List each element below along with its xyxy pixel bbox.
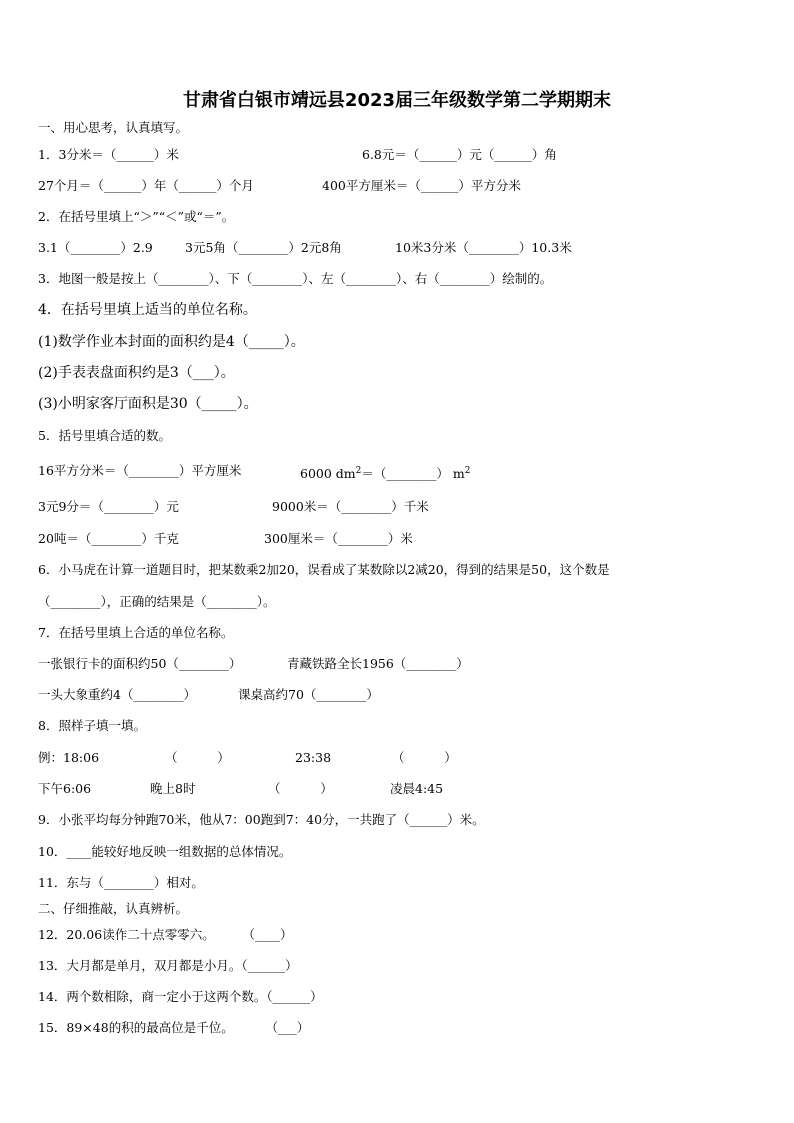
question-1-part-a: 1．3分米＝（______）米	[38, 147, 179, 162]
question-6-line-2: （________），正确的结果是（________）。	[38, 594, 276, 609]
question-4-text: 4．在括号里填上适当的单位名称。	[38, 302, 257, 318]
question-8-time-2: 23:38	[295, 750, 332, 765]
question-7-part-c: 一头大象重约4（________）	[38, 687, 196, 702]
question-5-part-b-lead: 6000 dm	[300, 466, 356, 482]
question-2-part-a: 3.1（________）2.9	[38, 240, 153, 255]
question-8-example: 例：18:06	[38, 750, 100, 765]
question-4-part-c: (3)小明家客厅面积是30（_____）。	[38, 396, 258, 412]
question-8-blank-3: （ ）	[268, 781, 333, 796]
question-5-part-c: 3元9分＝（________）元	[38, 499, 179, 514]
question-5-part-a: 16平方分米＝（________）平方厘米	[38, 463, 242, 478]
question-5-part-d: 9000米＝（________）千米	[272, 499, 429, 514]
superscript: 2	[355, 466, 362, 476]
question-8-time-5: 凌晨4:45	[390, 781, 444, 796]
question-13: 13．大月都是单月，双月都是小月。（______）	[38, 958, 298, 973]
question-7-part-a: 一张银行卡的面积约50（________）	[38, 656, 242, 671]
question-2-text: 2．在括号里填上“＞”“＜”或“＝”。	[38, 209, 235, 224]
question-14: 14．两个数相除，商一定小于这两个数。（______）	[38, 989, 323, 1004]
question-8-blank-1: （ ）	[165, 750, 230, 765]
question-6-line-1: 6．小马虎在计算一道题目时，把某数乘2加20，误看成了某数除以2减20，得到的结果是50，这个数是	[38, 562, 610, 577]
question-11: 11．东与（________）相对。	[38, 875, 204, 890]
question-12: 12．20.06读作二十点零零六。 （____）	[38, 927, 293, 942]
question-5-part-f: 300厘米＝（________）米	[264, 531, 413, 546]
section-heading-2: 二、仔细推敲，认真辨析。	[38, 901, 189, 916]
question-10: 10．____能较好地反映一组数据的总体情况。	[38, 844, 292, 859]
question-5-part-b	[300, 463, 470, 482]
question-1-part-c: 27个月＝（______）年（______）个月	[38, 178, 254, 193]
question-9: 9．小张平均每分钟跑70米，他从7：00跑到7：40分，一共跑了（______）米。	[38, 812, 485, 827]
question-4-part-b: (2)手表表盘面积约是3（___）。	[38, 365, 235, 381]
question-3-text: 3．地图一般是按上（________）、下（________）、左（________）、右（________）绘制的。	[38, 271, 553, 286]
question-7-part-b: 青藏铁路全长1956（________）	[287, 656, 469, 671]
question-5-part-e: 20吨＝（________）千克	[38, 531, 179, 546]
question-8-blank-2: （ ）	[392, 750, 457, 765]
question-5-part-b-tail: ＝（________） m	[361, 466, 465, 482]
section-heading-1: 一、用心思考，认真填写。	[38, 120, 189, 135]
question-1-part-d: 400平方厘米＝（______）平方分米	[322, 178, 521, 193]
question-2-part-b: 3元5角（________）2元8角	[185, 240, 342, 255]
superscript: 2	[464, 466, 471, 476]
question-8-text: 8．照样子填一填。	[38, 718, 146, 733]
question-8-time-3: 下午6:06	[38, 781, 92, 796]
question-2-part-c: 10米3分米（________）10.3米	[395, 240, 572, 255]
question-5-text: 5．括号里填合适的数。	[38, 428, 171, 443]
question-15: 15．89×48的积的最高位是千位。 （___）	[38, 1020, 310, 1035]
page-title: 甘肃省白银市靖远县2023届三年级数学第二学期期末	[182, 90, 612, 111]
question-7-part-d: 课桌高约70（________）	[238, 687, 379, 702]
question-1-part-b: 6.8元＝（______）元（______）角	[362, 147, 557, 162]
question-7-text: 7．在括号里填上合适的单位名称。	[38, 625, 234, 640]
question-8-time-4: 晚上8时	[150, 781, 196, 796]
question-4-part-a: (1)数学作业本封面的面积约是4（_____）。	[38, 334, 305, 350]
